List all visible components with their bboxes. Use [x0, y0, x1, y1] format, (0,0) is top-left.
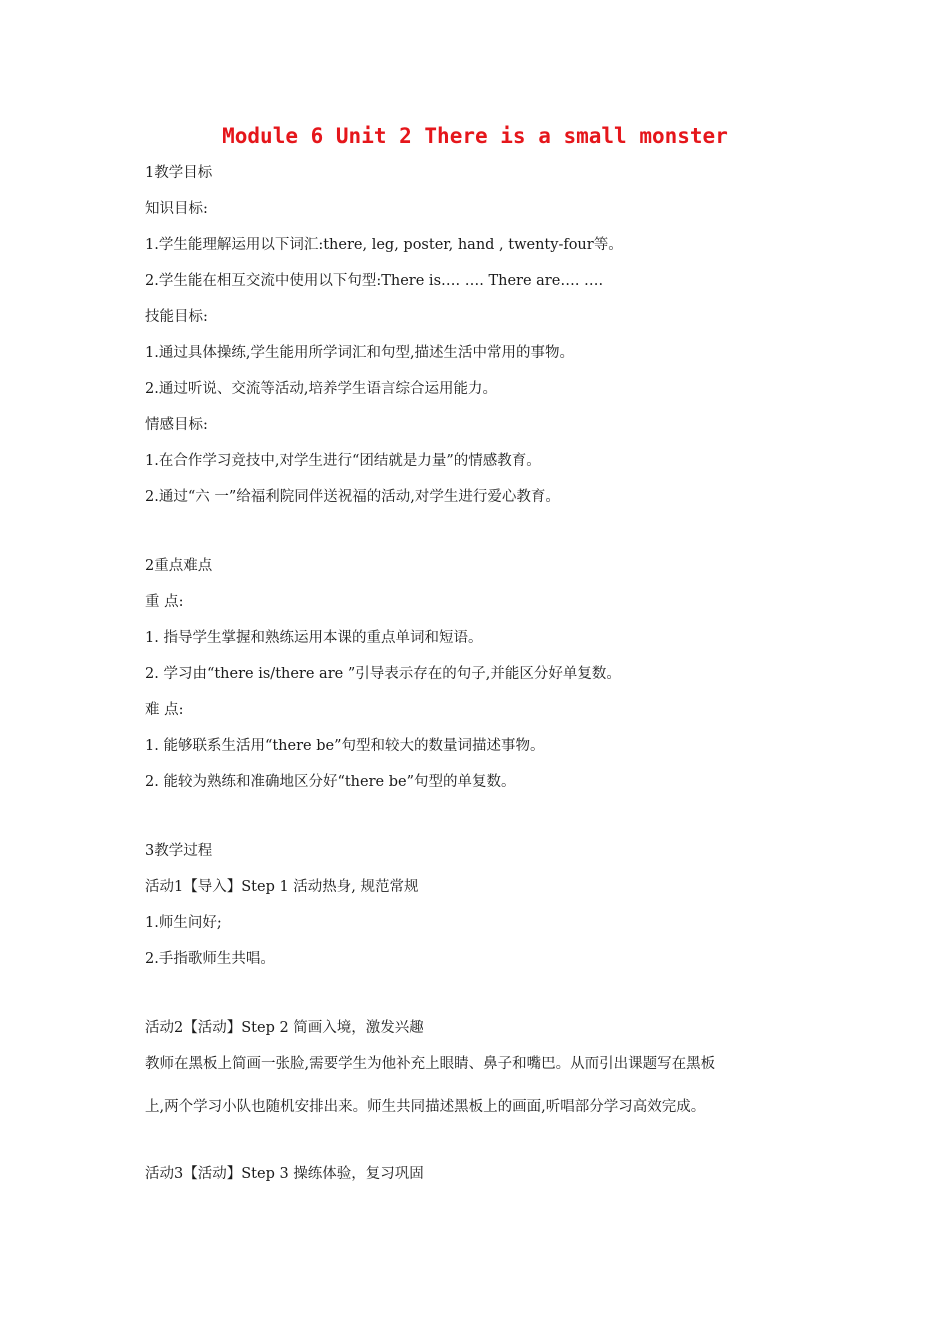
subheading-difficulty: 难 点: [145, 702, 184, 718]
subheading-emotion: 情感目标: [145, 417, 208, 433]
subheading-knowledge: 知识目标: [145, 201, 208, 217]
paragraph-line: 1. 指导学生掌握和熟练运用本课的重点单词和短语。 [145, 630, 483, 646]
section-heading-objectives: 1教学目标 [145, 165, 213, 181]
paragraph-line: 1.学生能理解运用以下词汇:there, leg, poster, hand , twenty-four等。 [145, 237, 623, 253]
paragraph-line: 2. 能较为熟练和准确地区分好“there be”句型的单复数。 [145, 774, 516, 790]
paragraph-line: 2.通过听说、交流等活动,培养学生语言综合运用能力。 [145, 381, 497, 397]
paragraph-line: 1.师生问好; [145, 915, 222, 931]
subheading-skills: 技能目标: [145, 309, 208, 325]
paragraph-line: 1. 能够联系生活用“there be”句型和较大的数量词描述事物。 [145, 738, 545, 754]
activity-heading: 活动2【活动】Step 2 简画入境，激发兴趣 [145, 1020, 424, 1036]
paragraph-line: 1.通过具体操练,学生能用所学词汇和句型,描述生活中常用的事物。 [145, 345, 575, 361]
paragraph-line: 1.在合作学习竞技中,对学生进行“团结就是力量”的情感教育。 [145, 453, 541, 469]
section-heading-process: 3教学过程 [145, 843, 213, 859]
activity-heading: 活动1【导入】Step 1 活动热身, 规范常规 [145, 879, 419, 895]
paragraph-line: 2.学生能在相互交流中使用以下句型:There is…. …. There are…. …. [145, 273, 604, 289]
section-heading-key-points: 2重点难点 [145, 558, 213, 574]
paragraph-line: 2.通过“六 一”给福利院同伴送祝福的活动,对学生进行爱心教育。 [145, 489, 560, 505]
activity-heading: 活动3【活动】Step 3 操练体验，复习巩固 [145, 1166, 424, 1182]
paragraph-line: 上,两个学习小队也随机安排出来。师生共同描述黑板上的画面,听唱部分学习高效完成。 [145, 1099, 706, 1115]
document-title: Module 6 Unit 2 There is a small monster [222, 124, 728, 148]
paragraph-line: 2.手指歌师生共唱。 [145, 951, 275, 967]
paragraph-line: 教师在黑板上简画一张脸,需要学生为他补充上眼睛、鼻子和嘴巴。从而引出课题写在黑板 [145, 1056, 716, 1072]
subheading-focus: 重 点: [145, 594, 184, 610]
paragraph-line: 2. 学习由“there is/there are ”引导表示存在的句子,并能区分好单复数。 [145, 666, 621, 682]
